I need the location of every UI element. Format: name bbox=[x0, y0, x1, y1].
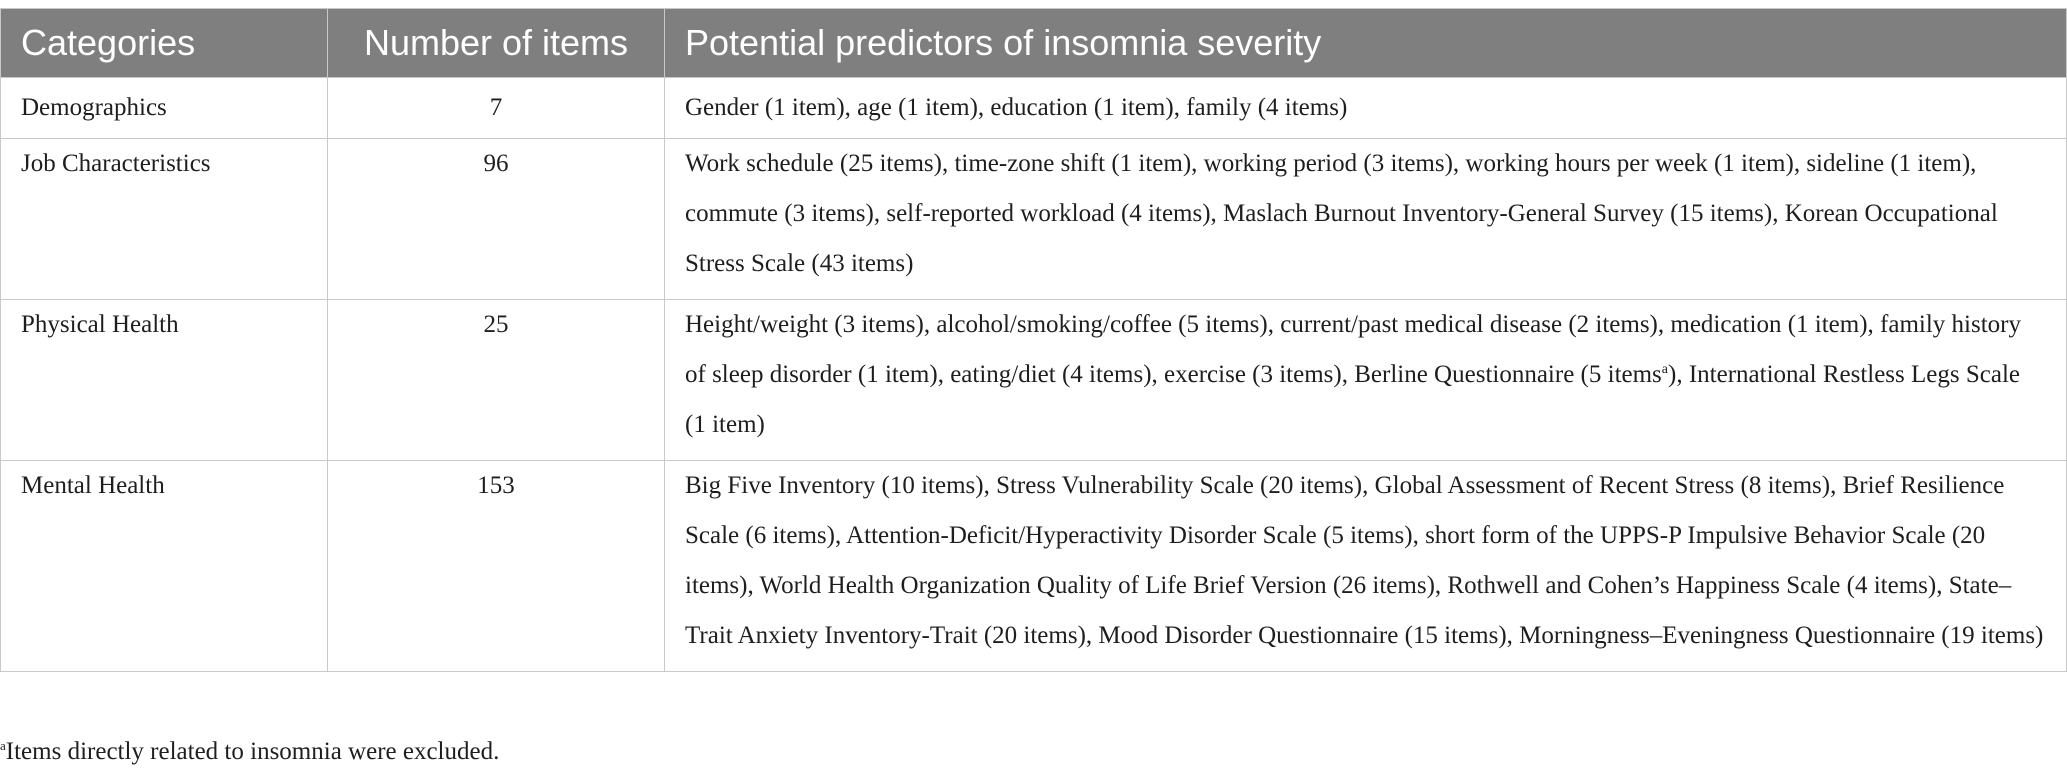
item-count-cell: 7 bbox=[328, 78, 665, 139]
category-cell: Demographics bbox=[1, 78, 328, 139]
footnote-text: Items directly related to insomnia were excluded. bbox=[5, 738, 500, 765]
category-cell: Mental Health bbox=[1, 461, 328, 672]
table-footnote bbox=[0, 738, 499, 766]
predictors-text: Height/weight (3 items), alcohol/smoking/coffee (5 items), current/past medical disease (2 items), medication (1 item), family history of sleep disorder (1 item), eating/diet (4 items), exercise (3 items), Berline Questionnaire (5 items bbox=[685, 311, 2021, 388]
footnote-marker: a bbox=[0, 738, 6, 753]
predictors-cell bbox=[665, 300, 2067, 461]
table-row-physical-health bbox=[1, 300, 2067, 461]
table-row-job-characteristics bbox=[1, 139, 2067, 300]
predictors-table-container bbox=[0, 8, 2067, 672]
column-header-categories: Categories bbox=[1, 9, 328, 78]
table-row-demographics bbox=[1, 78, 2067, 139]
category-cell: Physical Health bbox=[1, 300, 328, 461]
table-header-row bbox=[1, 9, 2067, 78]
column-header-predictors: Potential predictors of insomnia severity bbox=[665, 9, 2067, 78]
item-count-cell: 25 bbox=[328, 300, 665, 461]
insomnia-predictors-table bbox=[0, 8, 2067, 672]
predictors-cell: Big Five Inventory (10 items), Stress Vulnerability Scale (20 items), Global Assessment of Recent Stress (8 items), Brief Resilience Scale (6 items), Attention-Deficit/Hyperactivity Disorder Scale (5 items), short form of the UPPS-P Impulsive Behavior Scale (20 items), World Health Organization Quality of Life Brief Version (26 items), Rothwell and Cohen’s Happiness Scale (4 items), State–Trait Anxiety Inventory-Trait (20 items), Mood Disorder Questionnaire (15 items), Morningness–Eveningness Questionnaire (19 items) bbox=[665, 461, 2067, 672]
table-row-mental-health bbox=[1, 461, 2067, 672]
footnote-marker: a bbox=[1661, 362, 1669, 377]
column-header-number-of-items: Number of items bbox=[328, 9, 665, 78]
item-count-cell: 96 bbox=[328, 139, 665, 300]
predictors-cell: Work schedule (25 items), time-zone shift (1 item), working period (3 items), working hours per week (1 item), sideline (1 item), commute (3 items), self-reported workload (4 items), Maslach Burnout Inventory-General Survey (15 items), Korean Occupational Stress Scale (43 items) bbox=[665, 139, 2067, 300]
predictors-text-continued: ), International Restless Legs Scale (1 item) bbox=[685, 361, 2020, 438]
predictors-cell: Gender (1 item), age (1 item), education (1 item), family (4 items) bbox=[665, 78, 2067, 139]
category-cell: Job Characteristics bbox=[1, 139, 328, 300]
item-count-cell: 153 bbox=[328, 461, 665, 672]
